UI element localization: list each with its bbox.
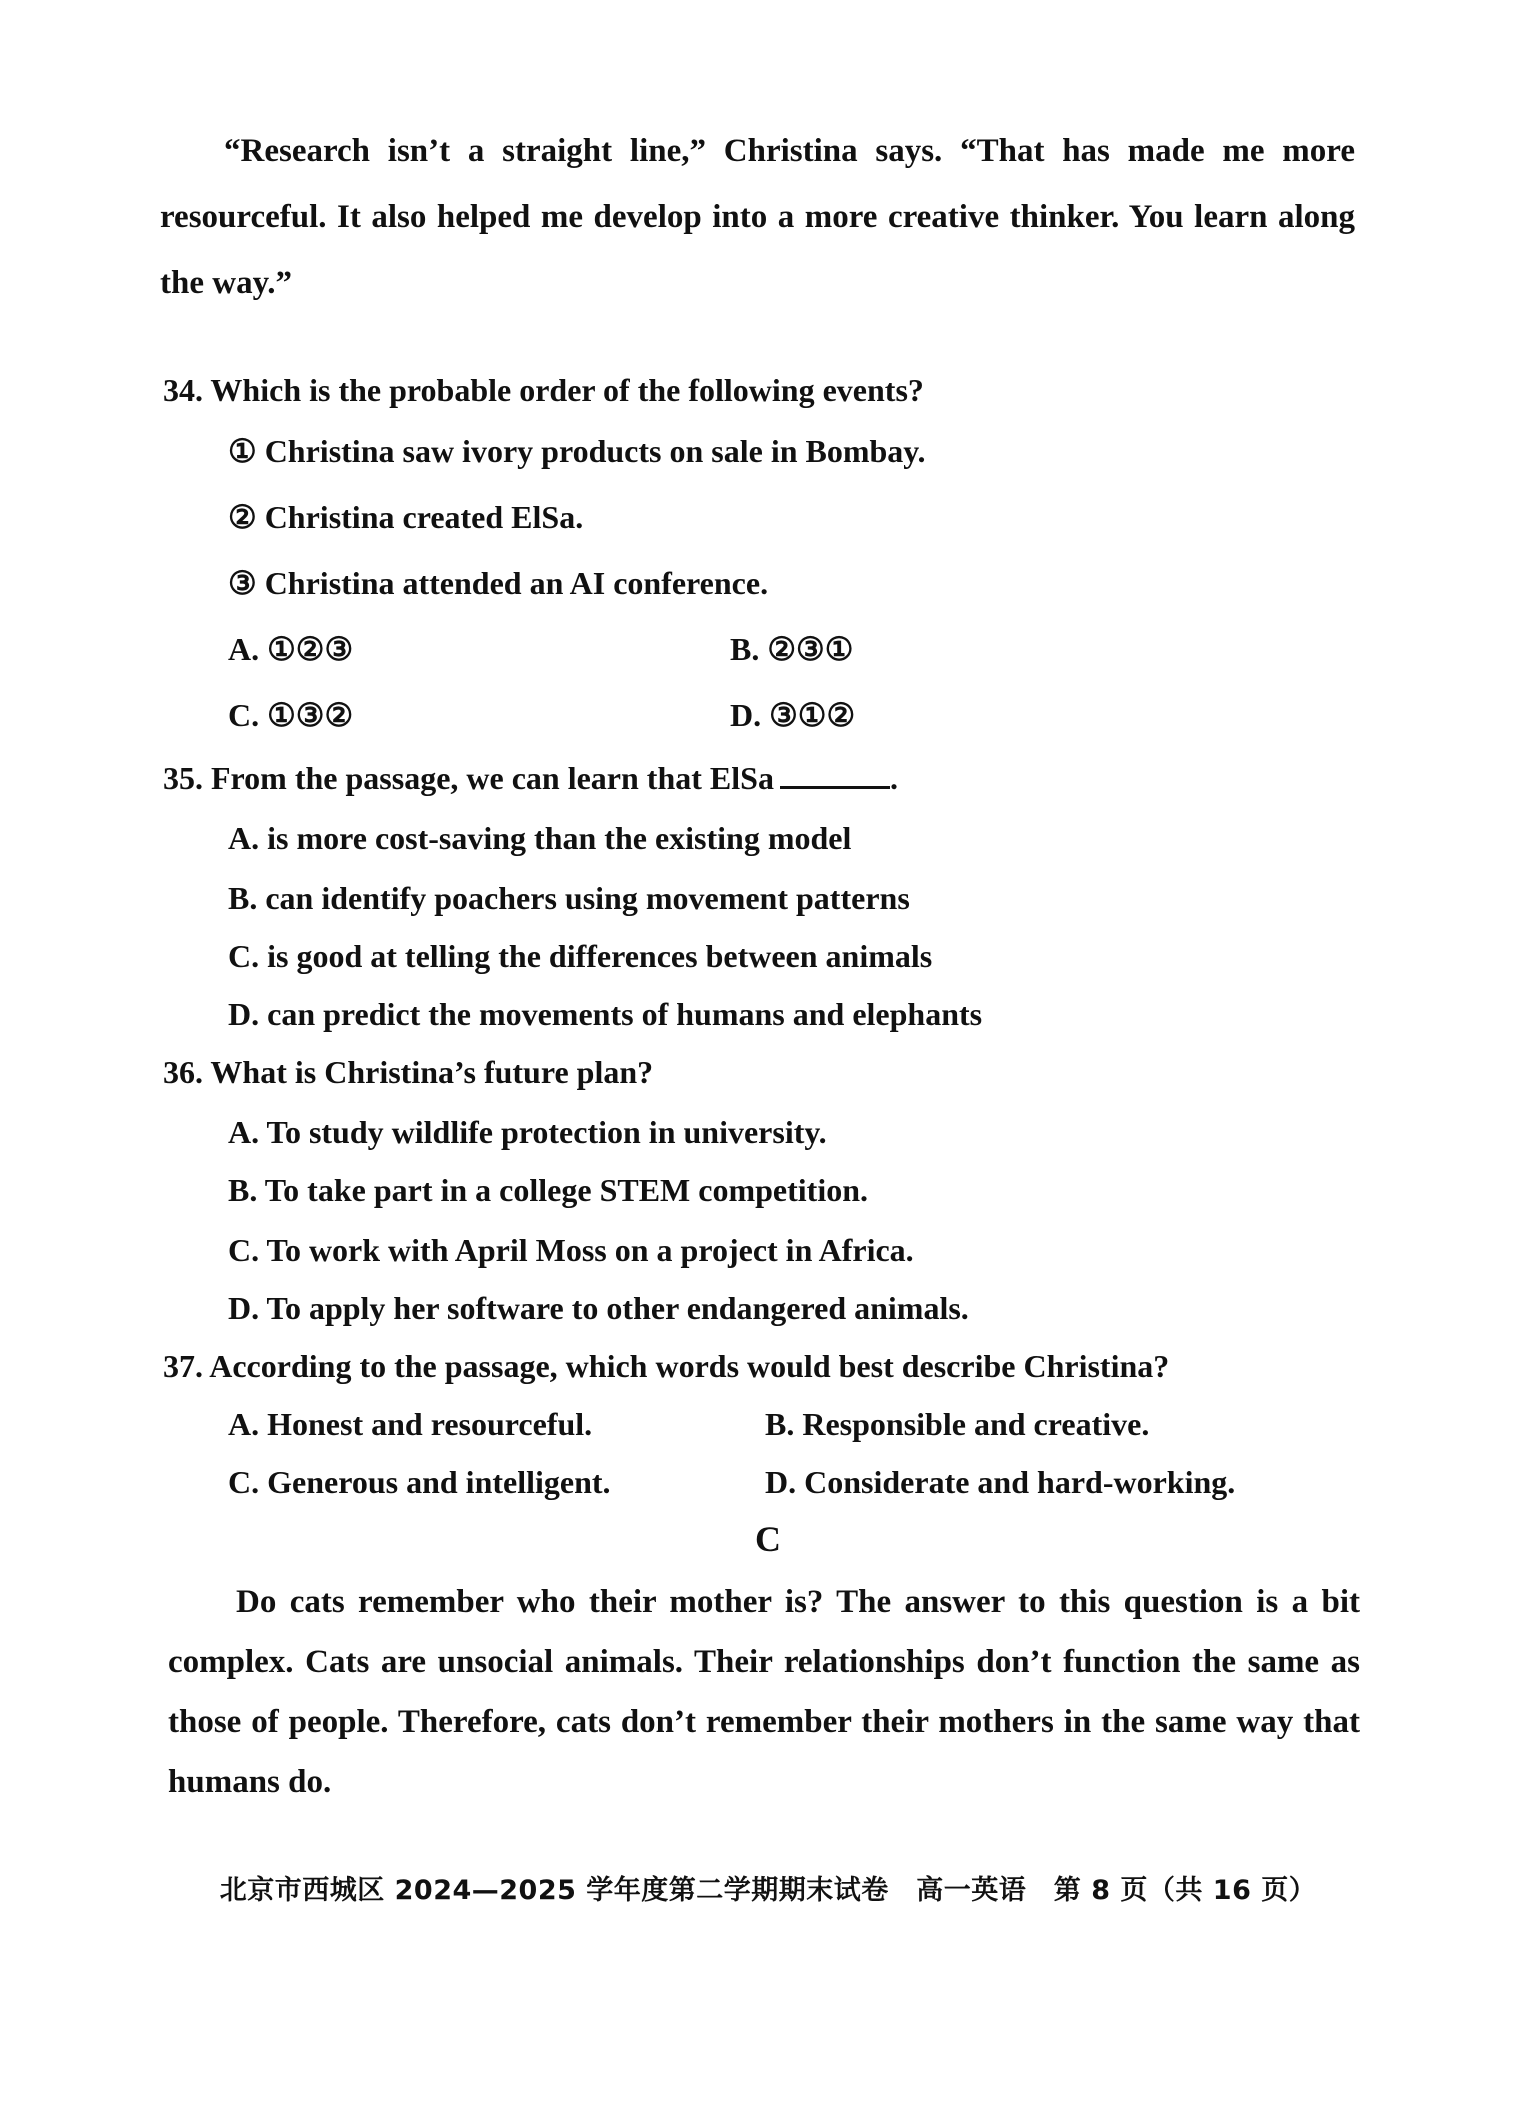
question-37-option-c[interactable]: C. Generous and intelligent. <box>228 1464 611 1500</box>
question-34-stem: 34. Which is the probable order of the following events? <box>163 372 924 408</box>
intro-paragraph: “Research isn’t a straight line,” Christina says. “That has made me more resourceful. It also helped me develop into a more creative thinker. You learn along the way.” <box>160 133 1355 301</box>
question-34-option-b[interactable]: B. ②③① <box>730 631 854 667</box>
question-37-option-b[interactable]: B. Responsible and creative. <box>765 1406 1150 1442</box>
question-37-stem: 37. According to the passage, which words would best describe Christina? <box>163 1348 1170 1384</box>
question-35-option-c[interactable]: C. is good at telling the differences between animals <box>228 938 933 974</box>
question-35-option-d[interactable]: D. can predict the movements of humans and elephants <box>228 996 983 1032</box>
question-37-option-a[interactable]: A. Honest and resourceful. <box>228 1406 593 1442</box>
question-36-option-c[interactable]: C. To work with April Moss on a project in Africa. <box>228 1232 914 1268</box>
question-34-event-1: ① Christina saw ivory products on sale in Bombay. <box>228 433 926 469</box>
question-34-option-d[interactable]: D. ③①② <box>730 697 856 733</box>
question-35-stem: 35. From the passage, we can learn that ElSa . <box>163 760 898 796</box>
section-heading: C <box>755 1519 781 1559</box>
page-footer: 北京市西城区 2024—2025 学年度第二学期期末试卷 高一英语 第 8 页（共 16 页） <box>219 1875 1317 1906</box>
question-36-option-d[interactable]: D. To apply her software to other endangered animals. <box>228 1290 969 1326</box>
question-36-option-b[interactable]: B. To take part in a college STEM competition. <box>228 1172 868 1208</box>
question-36-option-a[interactable]: A. To study wildlife protection in university. <box>228 1114 827 1150</box>
question-34-event-2: ② Christina created ElSa. <box>228 499 584 535</box>
question-37-option-d[interactable]: D. Considerate and hard-working. <box>765 1464 1236 1500</box>
question-34-option-a[interactable]: A. ①②③ <box>228 631 354 667</box>
question-36-stem: 36. What is Christina’s future plan? <box>163 1054 654 1090</box>
section-paragraph: Do cats remember who their mother is? The answer to this question is a bit complex. Cats are unsocial animals. Their relationships don’t function the same as those of people. Therefore, cats don’t remember their mothers in the same way that humans do. <box>168 1584 1360 1800</box>
question-34-option-c[interactable]: C. ①③② <box>228 697 354 733</box>
question-34-event-3: ③ Christina attended an AI conference. <box>228 565 769 601</box>
answer-blank[interactable] <box>780 760 890 789</box>
question-35-option-b[interactable]: B. can identify poachers using movement patterns <box>228 880 910 916</box>
question-35-option-a[interactable]: A. is more cost-saving than the existing model <box>228 820 852 856</box>
